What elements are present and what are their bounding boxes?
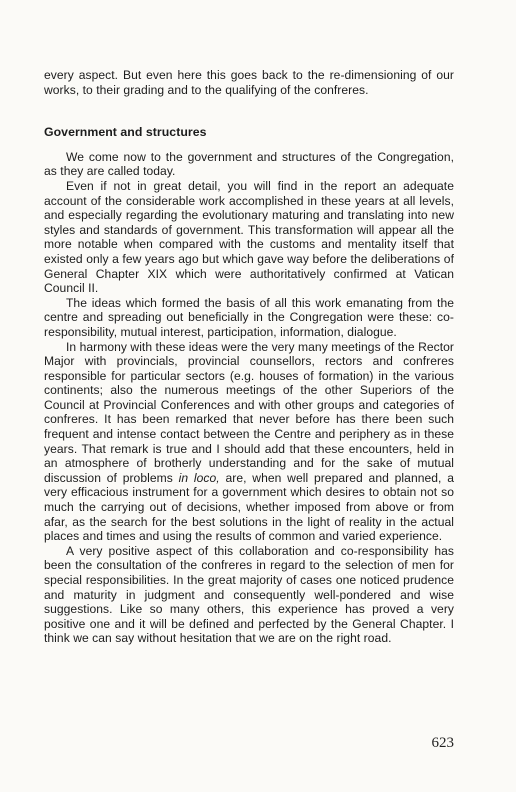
intro-paragraph: every aspect. But even here this goes back to the re-dimensioning of our works, to their grading and to the qualifying of the confreres.	[44, 68, 454, 97]
harmony-text-start: In harmony with these ideas were the very many meetings of the Rector Major with provincials, provincial counsellors, rectors and confreres responsible for particular sectors (e.g. houses of formation) in the various continents; also the numerous meetings of the other Superiors of the Council at Provincial Conferences and with other groups and categories of confreres. It has been remarked that never before has there been such frequent and intense contact between the Centre and periphery as in these years. That remark is true and I should add that these encounters, held in an atmosphere of brotherly understanding and for the sake of mutual discussion of problems	[44, 339, 454, 485]
harmony-paragraph	[44, 340, 454, 544]
body-paragraph: We come now to the government and structures of the Congregation, as they are called today.	[44, 149, 454, 179]
harmony-italic-phrase: in loco,	[178, 470, 220, 485]
page-body	[44, 68, 454, 646]
body-paragraph: Even if not in great detail, you will find in the report an adequate account of the considerable work accomplished in these years at all levels, and especially regarding the evolutionary maturing and translating into new styles and standards of government. This transformation will appear all the more notable when compared with the customs and mentality itself that existed only a few years ago but which gave way before the deliberations of General Chapter XIX which were authoritatively confirmed at Vatican Council II.	[44, 178, 454, 296]
page-number: 623	[431, 735, 454, 751]
harmony-text-end: are, when well prepared and planned, a very efficacious instrument for a government which desires to obtain not so much the carrying out of decisions, whether imposed from above or from afar, as the search for the best solutions in the light of reality in the actual places and times and using the results of common and varied experience.	[44, 470, 454, 544]
section-spacer	[44, 97, 454, 111]
closing-paragraph: A very positive aspect of this collaboration and co-responsibility has been the consultation of the confreres in regard to the selection of men for special responsibilities. In the great majority of cases one noticed prudence and maturity in judgment and consequently well-pondered and wise suggestions. Like so many others, this experience has proved a very positive one and it will be defined and perfected by the General Chapter. I think we can say without hesitation that we are on the right road.	[44, 543, 454, 646]
body-paragraph: The ideas which formed the basis of all this work emanating from the centre and spreading out beneficially in the Congregation were these: co-responsibility, mutual interest, participation, information, dialogue.	[44, 295, 454, 339]
section-heading: Government and structures	[44, 125, 207, 140]
